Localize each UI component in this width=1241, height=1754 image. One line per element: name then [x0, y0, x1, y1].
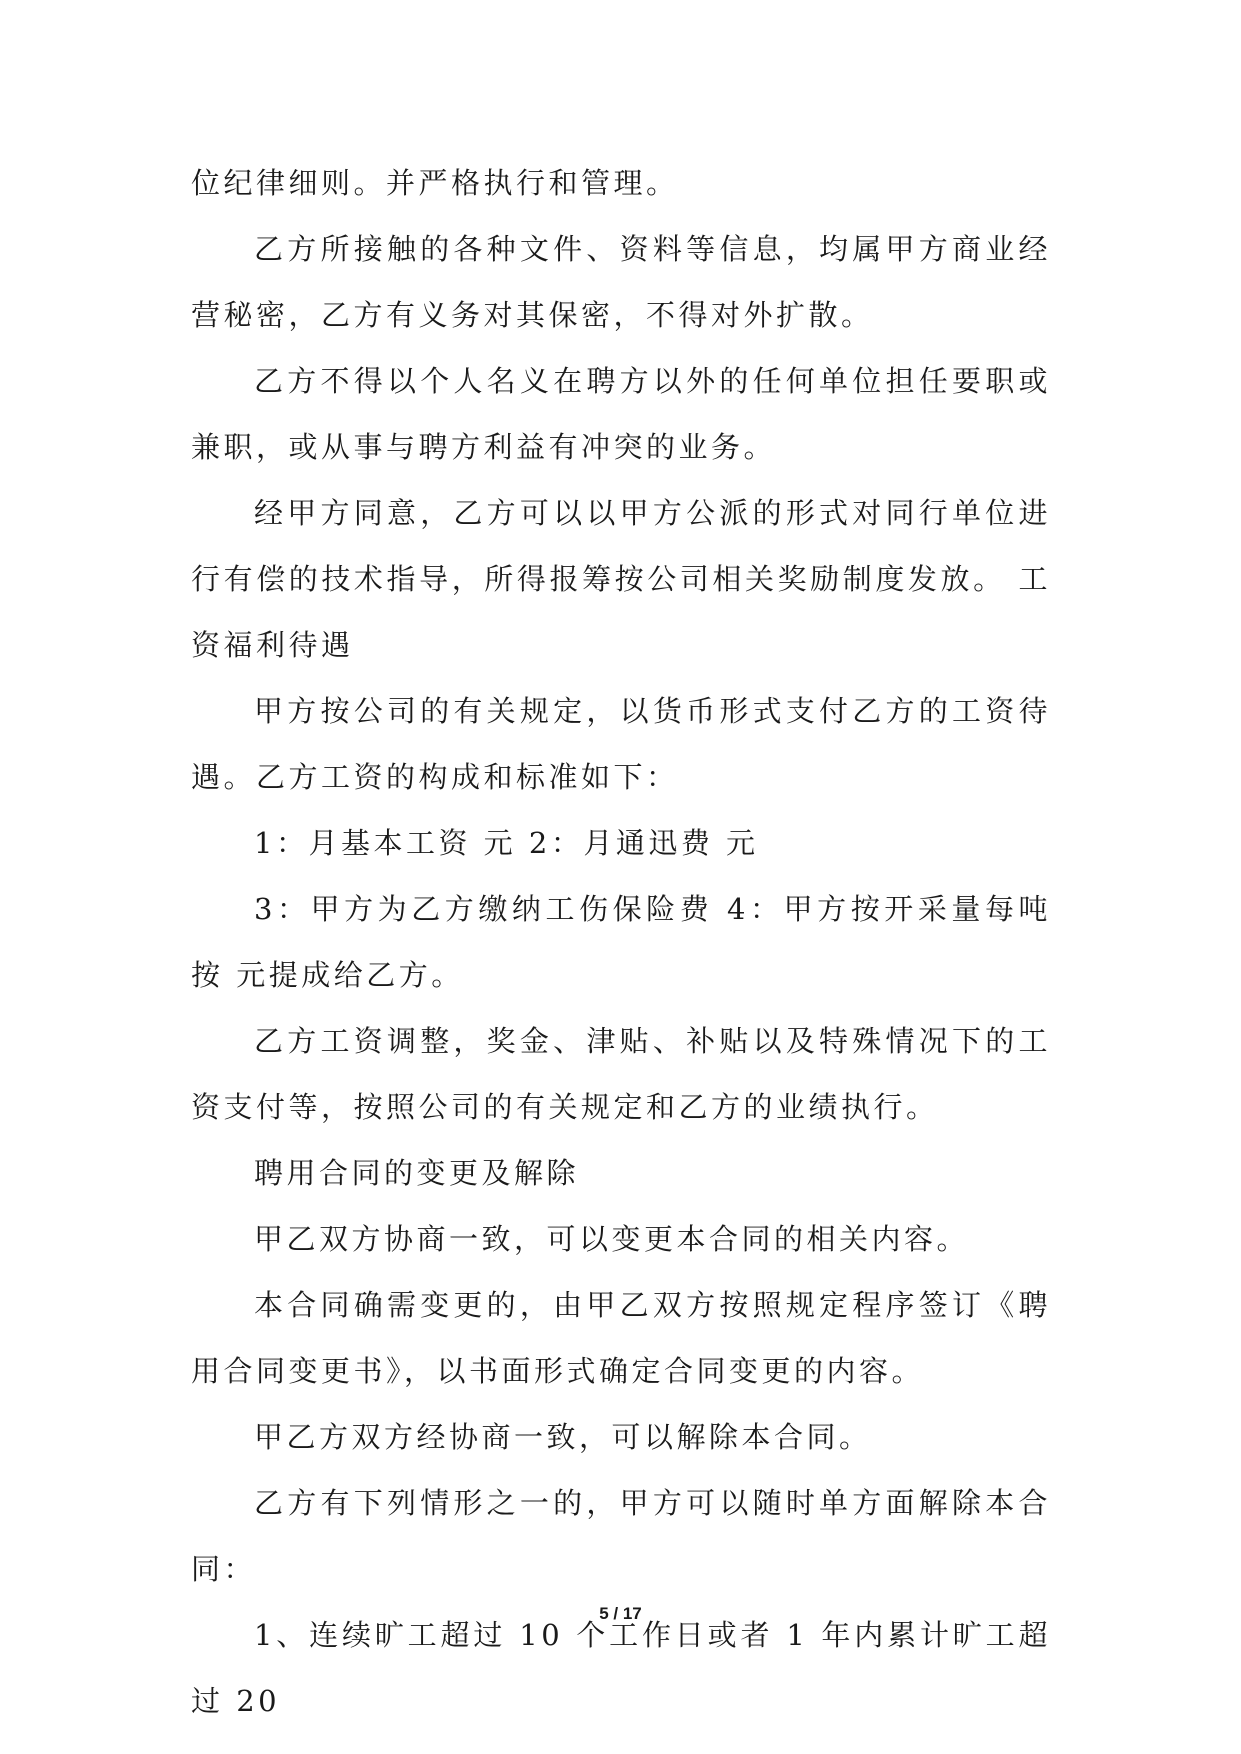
page-number: 5 / 17 [599, 1604, 642, 1623]
document-body [191, 150, 1051, 1734]
section-heading: 聘用合同的变更及解除 [254, 1156, 580, 1190]
paragraph: 位纪律细则。并严格执行和管理。 [191, 166, 679, 200]
paragraph: 1：月基本工资 元 2：月通迅费 元 [254, 826, 759, 860]
paragraph: 经甲方同意，乙方可以以甲方公派的形式对同行单位进行有偿的技术指导，所得报筹按公司相关奖励制度发放。 工资福利待遇 [191, 496, 1051, 662]
paragraph: 甲乙方双方经协商一致，可以解除本合同。 [254, 1420, 872, 1454]
paragraph: 甲乙双方协商一致，可以变更本合同的相关内容。 [254, 1222, 970, 1256]
paragraph: 本合同确需变更的，由甲乙双方按照规定程序签订《聘用合同变更书》，以书面形式确定合同变更的内容。 [191, 1288, 1051, 1388]
paragraph: 3：甲方为乙方缴纳工伤保险费 4：甲方按开采量每吨按 元提成给乙方。 [191, 892, 1051, 992]
paragraph: 甲方按公司的有关规定，以货币形式支付乙方的工资待遇。乙方工资的构成和标准如下： [191, 694, 1051, 794]
paragraph: 乙方工资调整，奖金、津贴、补贴以及特殊情况下的工资支付等，按照公司的有关规定和乙方的业绩执行。 [191, 1024, 1051, 1124]
paragraph: 乙方有下列情形之一的，甲方可以随时单方面解除本合同： [191, 1486, 1051, 1586]
paragraph: 乙方不得以个人名义在聘方以外的任何单位担任要职或兼职，或从事与聘方利益有冲突的业务。 [191, 364, 1051, 464]
paragraph: 乙方所接触的各种文件、资料等信息，均属甲方商业经营秘密，乙方有义务对其保密，不得对外扩散。 [191, 232, 1051, 332]
paragraph: 1、连续旷工超过 10 个工作日或者 1 年内累计旷工超过 20 [191, 1618, 1051, 1718]
